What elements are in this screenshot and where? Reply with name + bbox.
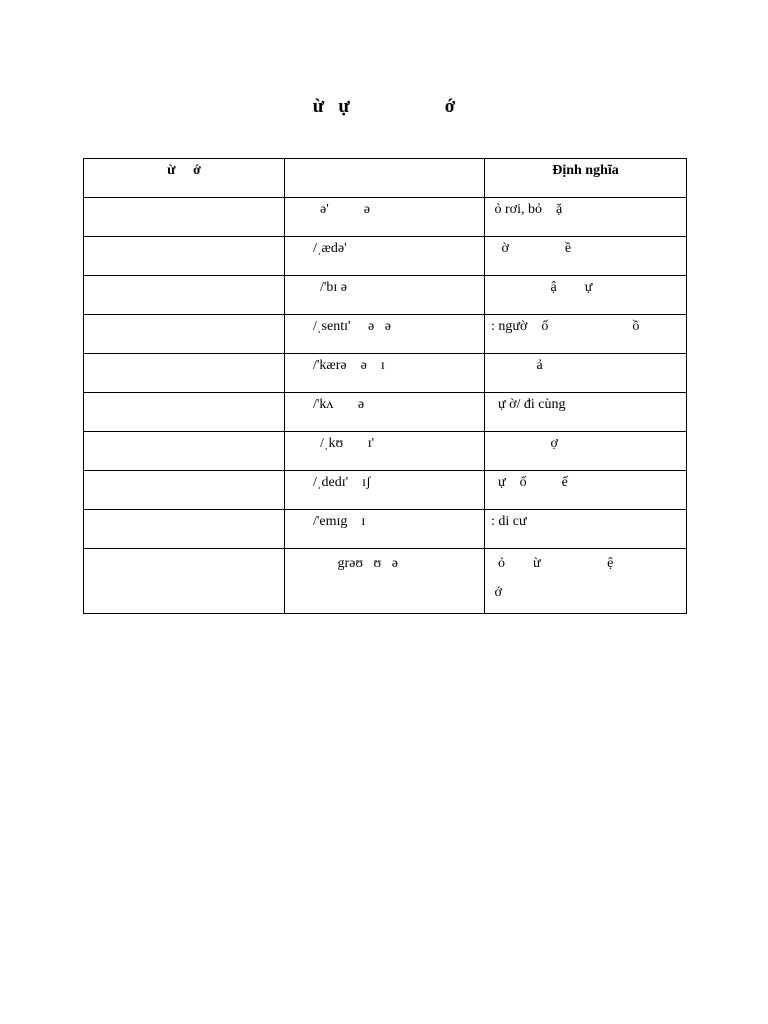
table-row [84,549,687,614]
definition-cell: ỏ ừ ệ ớ [485,549,687,614]
word-cell [84,198,285,237]
pronunciation-cell: /'bɪ ə [285,276,485,315]
definition-cell: : ngườ ố ồ [485,315,687,354]
word-cell [84,237,285,276]
definition-cell: : di cư [485,510,687,549]
word-cell [84,432,285,471]
header-word: ừ ớ [84,159,285,198]
definition-cell: ự ố ế [485,471,687,510]
definition-cell: ậ ự [485,276,687,315]
pronunciation-cell: /ˌkʊ ɪ' [285,432,485,471]
word-cell [84,393,285,432]
pronunciation-cell: ə' ə [285,198,485,237]
pronunciation-cell: /'kʌ ə [285,393,485,432]
word-cell [84,315,285,354]
table-row [84,198,687,237]
pronunciation-cell: /ˌædə' [285,237,485,276]
definition-cell: ờ ề [485,237,687,276]
pronunciation-cell: /'kærə ə ɪ [285,354,485,393]
header-definition: Định nghĩa [485,159,687,198]
word-cell [84,276,285,315]
table-row [84,354,687,393]
table-row [84,510,687,549]
definition-cell: ự ờ/ đi cùng [485,393,687,432]
word-cell [84,510,285,549]
word-cell [84,354,285,393]
vocabulary-table [83,158,687,614]
table-row [84,276,687,315]
table-header-row [84,159,687,198]
pronunciation-cell: /ˌdedɪ' ɪʃ [285,471,485,510]
pronunciation-cell: grəʊ ʊ ə [285,549,485,614]
word-cell [84,549,285,614]
page-title: ừ ự ớ [312,96,456,117]
table-row [84,237,687,276]
pronunciation-cell: /'emɪg ɪ [285,510,485,549]
table-row [84,393,687,432]
word-cell [84,471,285,510]
definition-cell: ợ [485,432,687,471]
definition-cell: ỏ rơi, bỏ ặ [485,198,687,237]
header-pronunciation [285,159,485,198]
table-row [84,432,687,471]
pronunciation-cell: /ˌsentɪ' ə ə [285,315,485,354]
definition-cell: ả [485,354,687,393]
table-row [84,471,687,510]
table-row [84,315,687,354]
